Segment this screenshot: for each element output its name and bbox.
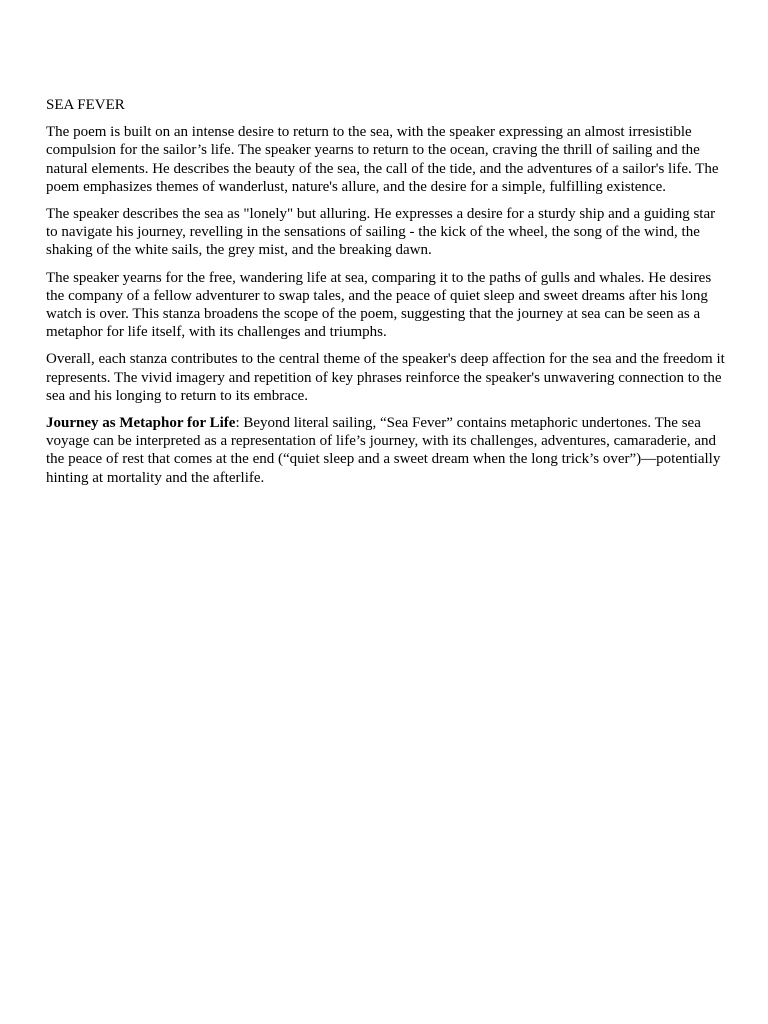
paragraph-5-text: : Beyond literal sailing, “Sea Fever” contains metaphoric undertones. The sea voyage can be interpreted as a representation of life’s journey, with its challenges, adventures, camaraderie, and the peace of rest that comes at the end (“quiet sleep and a sweet dream when the long trick’s over”)—potentially hinting at mortality and the afterlife. bbox=[46, 415, 721, 486]
paragraph-4: Overall, each stanza contributes to the central theme of the speaker's deep affection for the sea and the freedom it represents. The vivid imagery and repetition of key phrases reinforce the speaker's unwavering connection to the sea and his longing to return to its embrace. bbox=[46, 351, 725, 404]
document-title: SEA FEVER bbox=[46, 97, 125, 113]
paragraph-3: The speaker yearns for the free, wandering life at sea, comparing it to the paths of gulls and whales. He desires the company of a fellow adventurer to swap tales, and the peace of quiet sleep and sweet dreams after his long watch is over. This stanza broadens the scope of the poem, suggesting that the journey at sea can be seen as a metaphor for life itself, with its challenges and triumphs. bbox=[46, 269, 712, 341]
paragraph-5-heading: Journey as Metaphor for Life bbox=[46, 415, 236, 432]
document-body bbox=[46, 96, 728, 496]
paragraph-2: The speaker describes the sea as "lonely" but alluring. He expresses a desire for a sturdy ship and a guiding star to navigate his journey, revelling in the sensations of sailing - the kick of the wheel, the song of the wind, the shaking of the white sails, the grey mist, and the breaking dawn. bbox=[46, 206, 716, 259]
paragraph-1: The poem is built on an intense desire to return to the sea, with the speaker expressing an almost irresistible compulsion for the sailor’s life. The speaker yearns to return to the ocean, craving the thrill of sailing and the natural elements. He describes the beauty of the sea, the call of the tide, and the adventures of a sailor's life. The poem emphasizes themes of wanderlust, nature's allure, and the desire for a simple, fulfilling existence. bbox=[46, 124, 719, 195]
paragraph-5 bbox=[46, 414, 728, 487]
